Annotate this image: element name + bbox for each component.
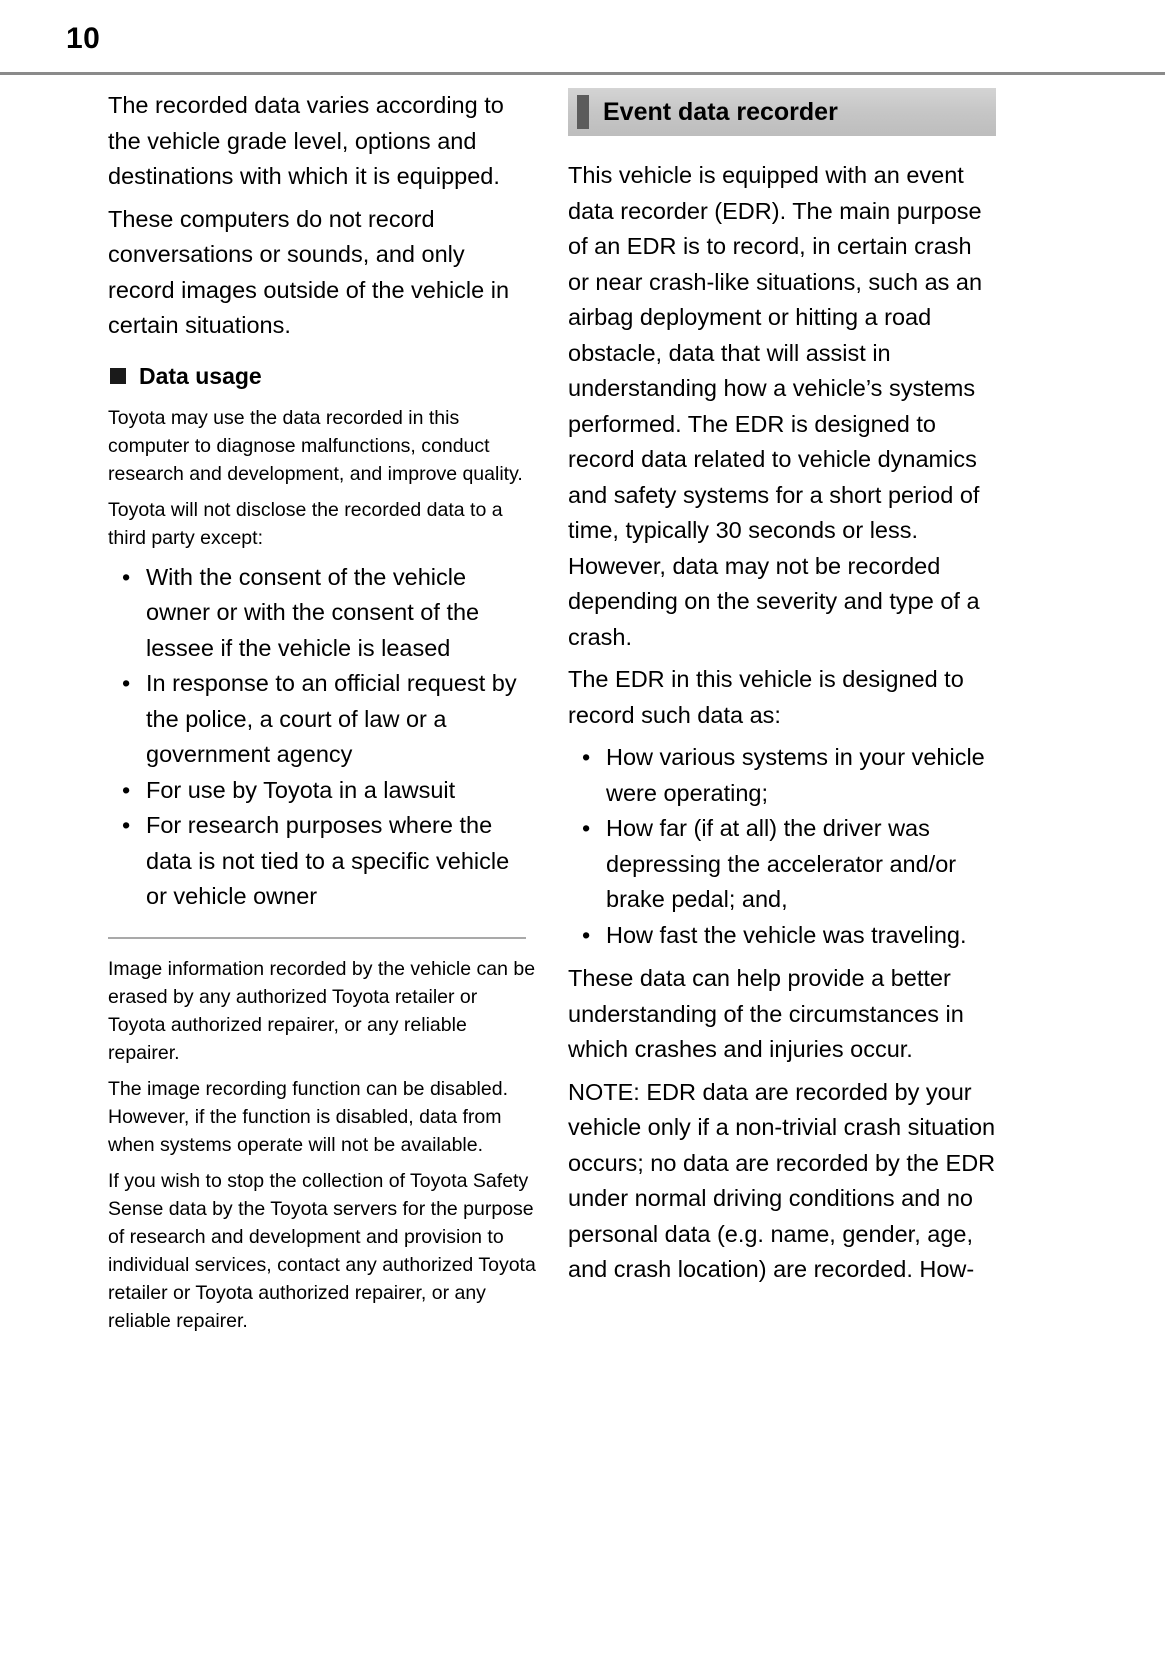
subsection-heading-label: Data usage	[139, 362, 262, 389]
list-item	[108, 773, 536, 809]
paragraph: If you wish to stop the collection of Toyota Safety Sense data by the Toyota servers for the purpose of research and development and provision to individual services, contact any authorized Toyota retailer or Toyota authorized repairer, or any reliable repairer.	[108, 1169, 536, 1332]
bullet-dot-icon: •	[122, 776, 131, 803]
list-item	[568, 740, 996, 811]
paragraph: Toyota will not disclose the recorded data to a third party except:	[108, 498, 503, 549]
right-column	[568, 88, 996, 1295]
bullet-list	[108, 560, 536, 915]
list-item	[108, 808, 536, 915]
section-heading	[568, 88, 996, 136]
page-number: 10	[66, 22, 101, 55]
section-marker-icon	[577, 95, 589, 129]
note-divider	[108, 937, 526, 939]
list-item-label: How various systems in your vehicle were operating;	[606, 744, 985, 806]
paragraph: NOTE: EDR data are recorded by your vehicle only if a non-trivial crash situation occurs; no data are recorded by the EDR under normal driving conditions and no personal data (e.g. name, gender, age, and crash location) are recorded. How-	[568, 1078, 996, 1282]
paragraph: Image information recorded by the vehicle can be erased by any authorized Toyota retailer or Toyota authorized repairer, or any reliable repairer.	[108, 957, 536, 1064]
list-item-label: How fast the vehicle was traveling.	[606, 921, 967, 948]
list-item	[108, 560, 536, 667]
list-item-label: In response to an official request by the police, a court of law or a government agency	[146, 670, 517, 767]
list-item	[568, 811, 996, 918]
list-item-label: For use by Toyota in a lawsuit	[146, 776, 456, 803]
list-item-label: How far (if at all) the driver was depressing the accelerator and/or brake pedal; and,	[606, 815, 957, 912]
bullet-dot-icon: •	[582, 744, 591, 770]
bullet-dot-icon: •	[582, 815, 591, 841]
left-column	[108, 88, 536, 1343]
section-heading-label: Event data recorder	[603, 98, 838, 126]
list-item-label: For research purposes where the data is not tied to a specific vehicle or vehicle owner	[146, 812, 510, 909]
header-divider	[0, 72, 1165, 75]
square-bullet-icon	[110, 368, 126, 384]
list-item	[568, 918, 996, 954]
paragraph: These computers do not record conversations or sounds, and only record images outside of the vehicle in certain situations.	[108, 205, 510, 338]
list-item-label: With the consent of the vehicle owner or with the consent of the lessee if the vehicle is leased	[146, 563, 480, 661]
paragraph: Toyota may use the data recorded in this computer to diagnose malfunctions, conduct research and development, and improve quality.	[108, 406, 523, 485]
paragraph: The EDR in this vehicle is designed to record such data as:	[568, 666, 964, 728]
paragraph: The recorded data varies according to the vehicle grade level, options and destinations with which it is equipped.	[108, 92, 504, 189]
page-header	[0, 0, 1165, 75]
list-item	[108, 666, 536, 773]
bullet-dot-icon: •	[122, 670, 131, 696]
subsection-heading	[110, 362, 536, 390]
bullet-dot-icon: •	[122, 812, 131, 838]
paragraph: This vehicle is equipped with an event data recorder (EDR). The main purpose of an EDR is to record, in certain crash or near crash-like situations, such as an airbag deployment or hitting a road obstacle, data that will assist in understanding how a vehicle’s systems performed. The EDR is designed to record data related to vehicle dynamics and safety systems for a short period of time, typically 30 seconds or less. However, data may not be recorded depending on the severity and type of a crash.	[568, 162, 983, 650]
paragraph: The image recording function can be disabled. However, if the function is disabled, data from when systems operate will not be available.	[108, 1077, 508, 1156]
paragraph: These data can help provide a better understanding of the circumstances in which crashes and injuries occur.	[568, 965, 964, 1062]
bullet-list	[568, 740, 996, 953]
bullet-dot-icon: •	[122, 563, 131, 590]
bullet-dot-icon: •	[582, 921, 591, 948]
